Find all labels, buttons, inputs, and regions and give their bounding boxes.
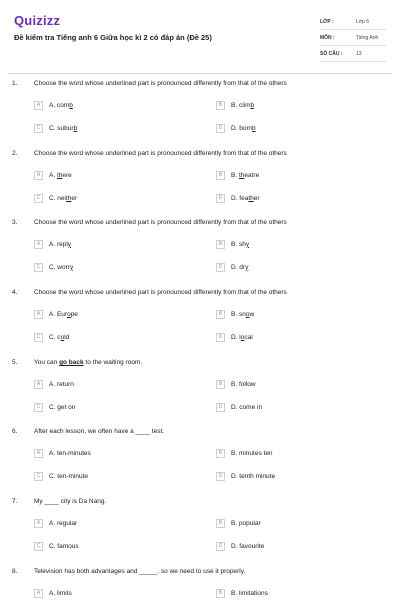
option-label: C. famous bbox=[49, 542, 79, 550]
meta-label: MÔN : bbox=[320, 34, 335, 41]
answer-option-b[interactable] bbox=[216, 100, 254, 110]
meta-label: SỐ CÂU : bbox=[320, 50, 343, 57]
option-label: A. Europe bbox=[49, 310, 78, 318]
answer-option-a[interactable] bbox=[34, 239, 71, 249]
question-number: 8. bbox=[12, 568, 18, 575]
worksheet-header bbox=[0, 0, 400, 70]
meta-label: LỚP : bbox=[320, 18, 334, 25]
option-letter-box: C bbox=[34, 472, 43, 481]
option-label: A. regular bbox=[49, 519, 78, 527]
answer-option-b[interactable] bbox=[216, 239, 249, 249]
meta-row-subject bbox=[320, 30, 386, 46]
option-label: C. cold bbox=[49, 333, 70, 341]
option-label: C. get on bbox=[49, 403, 76, 411]
underlined-letters: y bbox=[245, 263, 249, 271]
answer-option-c[interactable] bbox=[34, 332, 69, 342]
answer-option-d[interactable] bbox=[216, 193, 260, 203]
underlined-letters: th bbox=[56, 171, 63, 179]
underlined-phrase: go back bbox=[59, 359, 84, 366]
option-label: C. neither bbox=[49, 194, 78, 202]
quizizz-logo: Quizizz bbox=[14, 13, 61, 28]
question-number: 7. bbox=[12, 498, 18, 505]
answer-option-a[interactable] bbox=[34, 379, 74, 389]
option-label: A. comb bbox=[49, 101, 73, 109]
option-label: D. tenth minute bbox=[231, 472, 276, 480]
option-letter-box: A bbox=[34, 310, 43, 319]
option-letter-box: A bbox=[34, 380, 43, 389]
answer-option-a[interactable] bbox=[34, 309, 78, 319]
answer-option-b[interactable] bbox=[216, 170, 259, 180]
question-number: 2. bbox=[12, 150, 18, 157]
underlined-letters: th bbox=[65, 194, 72, 202]
option-letter-box: B bbox=[216, 171, 225, 180]
option-label: B. minutes ten bbox=[231, 449, 273, 457]
option-label: B. limitations bbox=[231, 589, 268, 597]
option-letter-box: D bbox=[216, 194, 225, 203]
option-letter-box: C bbox=[34, 333, 43, 342]
option-letter-box: D bbox=[216, 472, 225, 481]
question-text: Choose the word whose underlined part is pronounced differently from that of the others bbox=[34, 219, 287, 226]
option-letter-box: B bbox=[216, 101, 225, 110]
option-letter-box: B bbox=[216, 519, 225, 528]
underlined-letters: b bbox=[73, 124, 78, 132]
option-letter-box: B bbox=[216, 380, 225, 389]
answer-option-d[interactable] bbox=[216, 262, 248, 272]
option-letter-box: D bbox=[216, 333, 225, 342]
answer-option-b[interactable] bbox=[216, 379, 256, 389]
option-label: A. return bbox=[49, 380, 74, 388]
option-letter-box: C bbox=[34, 403, 43, 412]
answer-option-b[interactable] bbox=[216, 309, 254, 319]
option-label: B. popular bbox=[231, 519, 261, 527]
option-label: B. follow bbox=[231, 380, 256, 388]
option-letter-box: B bbox=[216, 310, 225, 319]
underlined-letters: o bbox=[60, 333, 65, 341]
question-number: 1. bbox=[12, 80, 18, 87]
answer-option-d[interactable] bbox=[216, 332, 253, 342]
option-label: C. ten-minute bbox=[49, 472, 89, 480]
question-text: My ____ city is Da Nang. bbox=[34, 498, 107, 505]
answer-option-c[interactable] bbox=[34, 471, 88, 481]
option-letter-box: D bbox=[216, 124, 225, 133]
answer-option-c[interactable] bbox=[34, 541, 79, 551]
answer-option-a[interactable] bbox=[34, 170, 72, 180]
option-letter-box: A bbox=[34, 589, 43, 598]
option-label: B. shy bbox=[231, 240, 250, 248]
question-number: 4. bbox=[12, 289, 18, 296]
option-label: B. climb bbox=[231, 101, 255, 109]
option-label: A. limits bbox=[49, 589, 72, 597]
option-letter-box: C bbox=[34, 194, 43, 203]
meta-value: Tiếng Anh bbox=[356, 34, 379, 41]
meta-value: 13 bbox=[356, 50, 362, 57]
option-label: B. theatre bbox=[231, 171, 260, 179]
meta-row-class bbox=[320, 14, 386, 30]
option-label: D. bomb bbox=[231, 124, 256, 132]
option-label: B. snow bbox=[231, 310, 255, 318]
question-text: You can go back to the waiting room. bbox=[34, 359, 143, 366]
option-letter-box: A bbox=[34, 240, 43, 249]
answer-option-c[interactable] bbox=[34, 193, 77, 203]
option-label: C. suburb bbox=[49, 124, 78, 132]
option-letter-box: B bbox=[216, 449, 225, 458]
option-label: D. dry bbox=[231, 263, 249, 271]
option-letter-box: B bbox=[216, 589, 225, 598]
header-divider bbox=[8, 73, 392, 74]
option-label: D. favourite bbox=[231, 542, 265, 550]
question-text: Choose the word whose underlined part is pronounced differently from that of the others bbox=[34, 289, 287, 296]
underlined-letters: b bbox=[69, 101, 73, 109]
answer-option-a[interactable] bbox=[34, 100, 73, 110]
option-letter-box: C bbox=[34, 542, 43, 551]
answer-option-d[interactable] bbox=[216, 402, 262, 412]
answer-option-b[interactable] bbox=[216, 518, 261, 528]
option-label: C. worry bbox=[49, 263, 74, 271]
option-label: A. there bbox=[49, 171, 72, 179]
answer-option-d[interactable] bbox=[216, 541, 264, 551]
underlined-letters: y bbox=[69, 263, 74, 271]
underlined-letters: y bbox=[245, 240, 250, 248]
option-letter-box: A bbox=[34, 101, 43, 110]
page-title: Đề kiểm tra Tiếng anh 6 Giữa học kì 2 có đáp án (Đề 25) bbox=[14, 33, 212, 42]
option-label: A. reply bbox=[49, 240, 72, 248]
underlined-letters: o bbox=[245, 310, 250, 318]
answer-option-d[interactable] bbox=[216, 471, 275, 481]
answer-option-b[interactable] bbox=[216, 588, 268, 598]
meta-value: Lớp 6 bbox=[356, 18, 370, 25]
answer-option-b[interactable] bbox=[216, 448, 273, 458]
answer-option-c[interactable] bbox=[34, 262, 73, 272]
option-letter-box: C bbox=[34, 263, 43, 272]
worksheet-meta bbox=[320, 14, 386, 62]
answer-option-a[interactable] bbox=[34, 448, 91, 458]
underlined-letters: y bbox=[67, 240, 72, 248]
underlined-letters: b bbox=[251, 124, 256, 132]
answer-option-d[interactable] bbox=[216, 123, 256, 133]
question-number: 3. bbox=[12, 219, 18, 226]
option-letter-box: D bbox=[216, 263, 225, 272]
option-letter-box: A bbox=[34, 519, 43, 528]
underlined-letters: o bbox=[240, 333, 245, 341]
option-label: D. feather bbox=[231, 194, 260, 202]
answer-option-a[interactable] bbox=[34, 518, 77, 528]
question-text: After each lesson, we often have a ____ test. bbox=[34, 428, 165, 435]
underlined-letters: th bbox=[238, 171, 245, 179]
answer-option-c[interactable] bbox=[34, 402, 75, 412]
option-letter-box: B bbox=[216, 240, 225, 249]
option-letter-box: D bbox=[216, 403, 225, 412]
answer-option-a[interactable] bbox=[34, 588, 72, 598]
underlined-letters: b bbox=[250, 101, 255, 109]
option-letter-box: C bbox=[34, 124, 43, 133]
answer-option-c[interactable] bbox=[34, 123, 77, 133]
option-label: A. ten-minutes bbox=[49, 449, 91, 457]
option-letter-box: A bbox=[34, 449, 43, 458]
question-text: Choose the word whose underlined part is pronounced differently from that of the others bbox=[34, 150, 287, 157]
question-text: Choose the word whose underlined part is pronounced differently from that of the others bbox=[34, 80, 287, 87]
option-label: D. local bbox=[231, 333, 253, 341]
underlined-letters: o bbox=[67, 310, 71, 318]
underlined-letters: th bbox=[248, 194, 254, 202]
question-text: Television has both advantages and _____, so we need to use it properly. bbox=[34, 568, 246, 575]
option-letter-box: D bbox=[216, 542, 225, 551]
option-label: D. come in bbox=[231, 403, 263, 411]
question-number: 6. bbox=[12, 428, 18, 435]
question-number: 5. bbox=[12, 359, 18, 366]
option-letter-box: A bbox=[34, 171, 43, 180]
meta-row-count bbox=[320, 46, 386, 62]
